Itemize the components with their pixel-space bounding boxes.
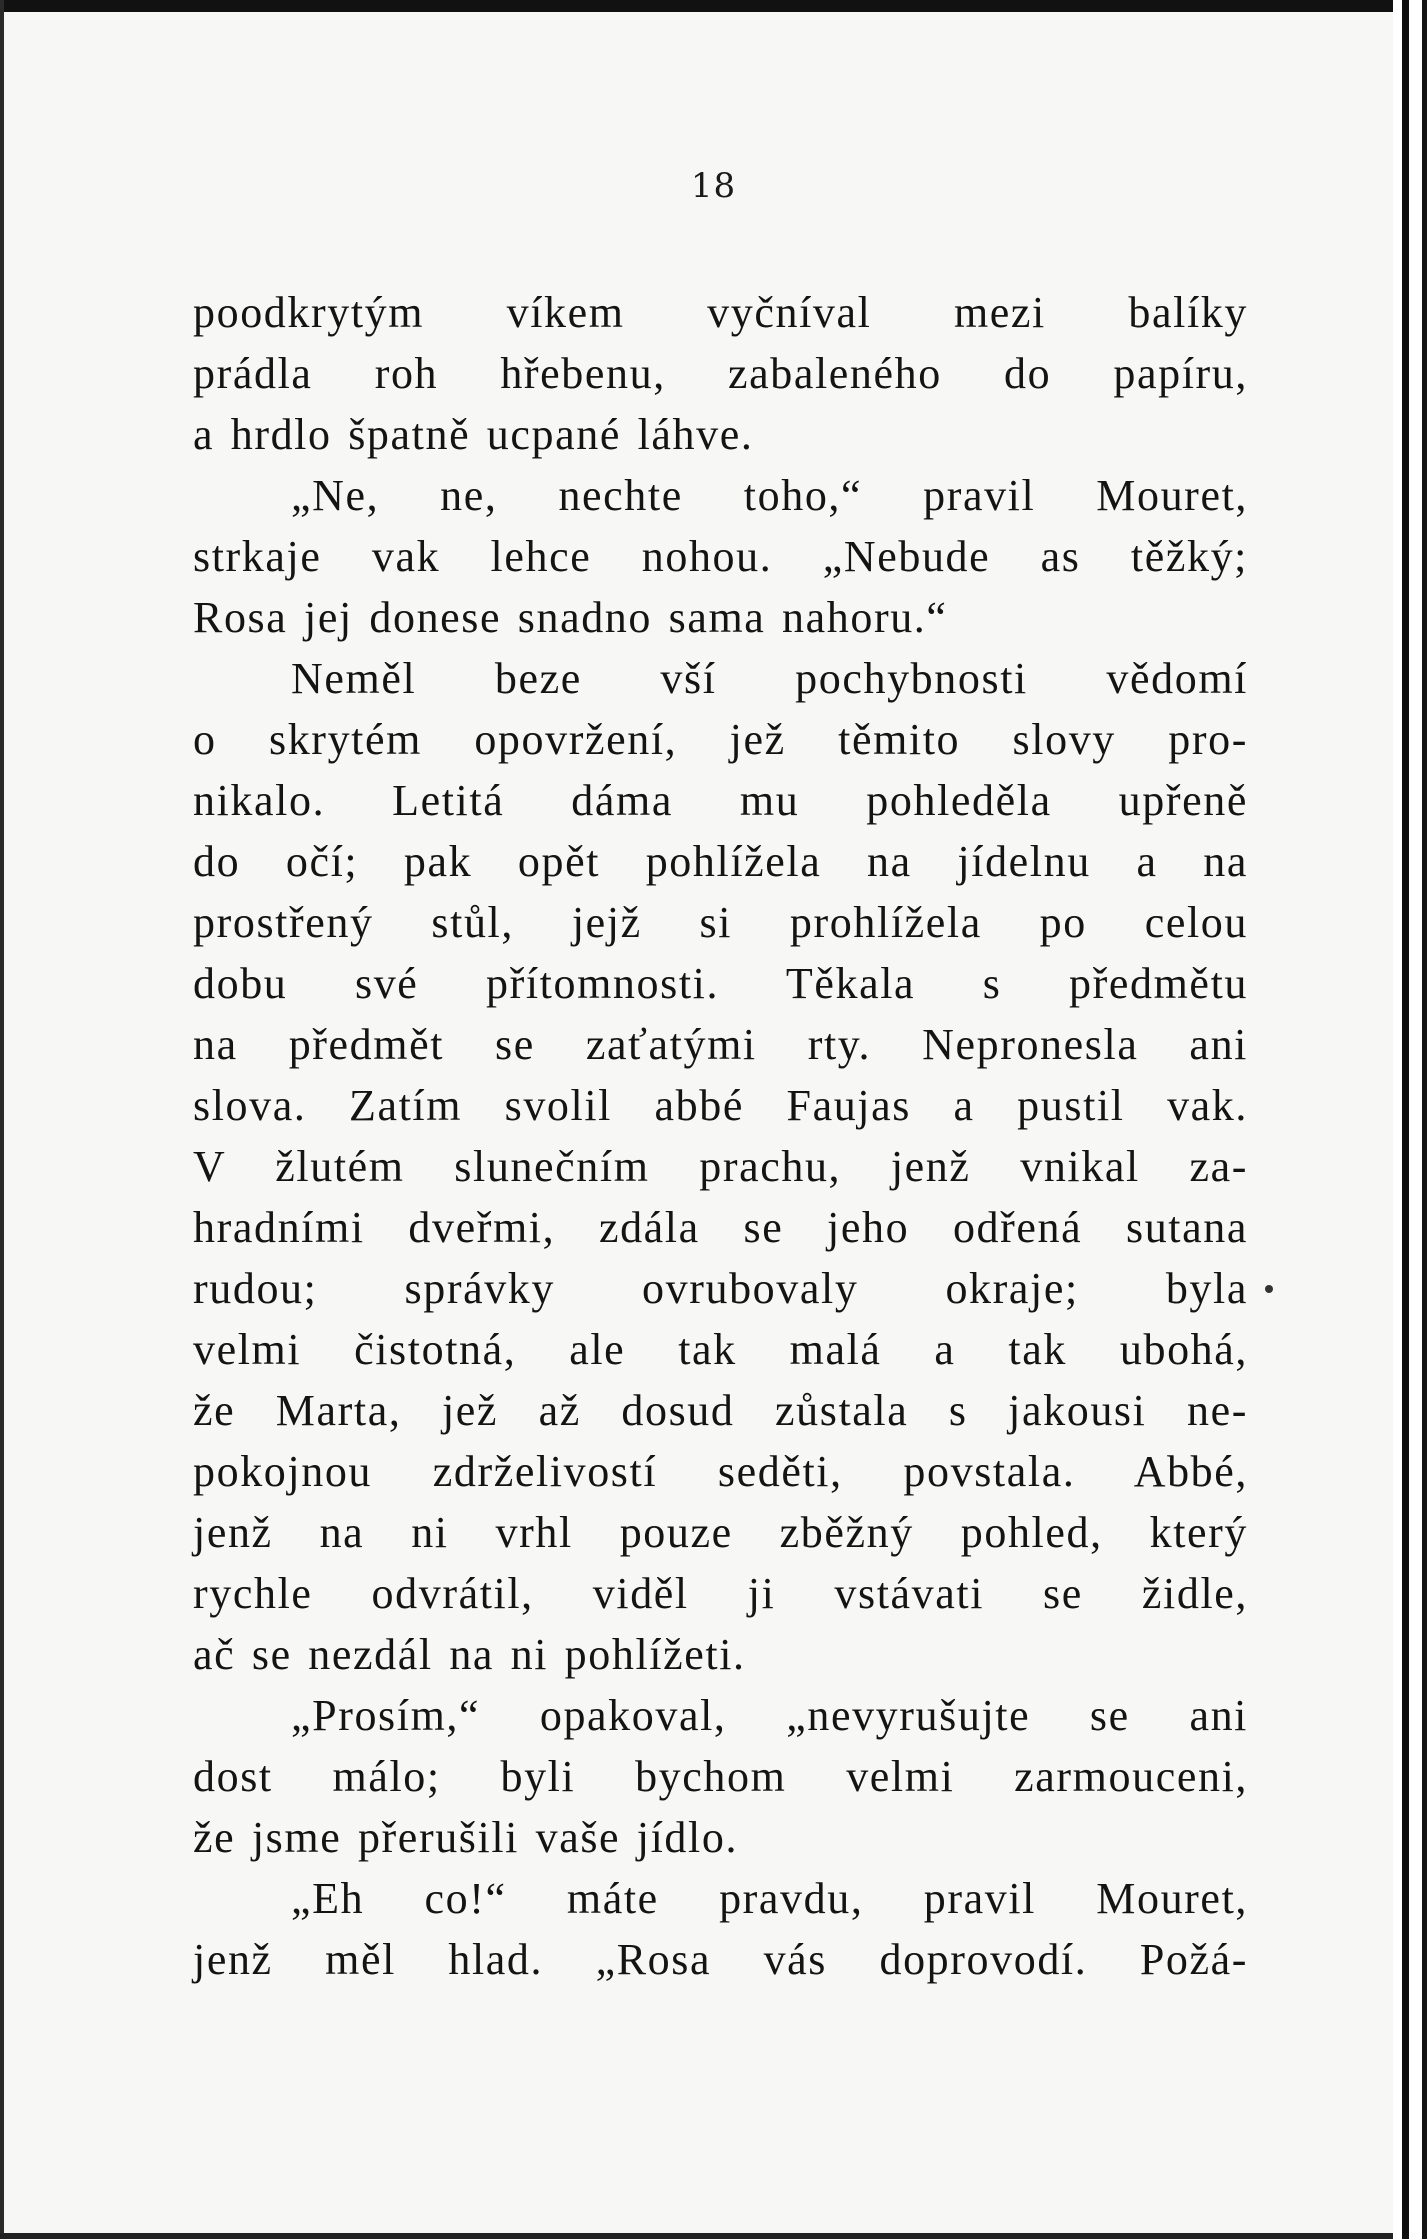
text-line: dost málo; byli bychom velmi zarmouceni, — [193, 1752, 1248, 1801]
text-line: slova. Zatím svolil abbé Faujas a pustil vak. — [193, 1081, 1248, 1130]
body-text — [193, 282, 1248, 1990]
text-line: prádla roh hřebenu, zabaleného do papíru, — [193, 349, 1248, 398]
scan-bottom-edge — [0, 2233, 1427, 2239]
text-line: rychle odvrátil, viděl ji vstávati se židle, — [193, 1569, 1248, 1618]
text-line: poodkrytým víkem vyčníval mezi balíky — [193, 288, 1248, 337]
text-line: prostřený stůl, jejž si prohlížela po celou — [193, 898, 1248, 947]
text-line: strkaje vak lehce nohou. „Nebude as těžký; — [193, 532, 1248, 581]
text-line: do očí; pak opět pohlížela na jídelnu a na — [193, 837, 1248, 886]
binding-outer-edge — [1422, 0, 1427, 2239]
text-line: o skrytém opovržení, jež těmito slovy pro- — [193, 715, 1248, 764]
text-line: hradními dveřmi, zdála se jeho odřená sutana — [193, 1203, 1248, 1252]
ink-speck — [1265, 1285, 1273, 1293]
text-line: pokojnou zdrželivostí seděti, povstala. Abbé, — [193, 1447, 1248, 1496]
binding-shadow-line — [1402, 0, 1409, 2239]
page-binding-edge — [1393, 0, 1427, 2239]
text-line: „Prosím,“ opakoval, „nevyrušujte se ani — [291, 1691, 1248, 1740]
text-line: V žlutém slunečním prachu, jenž vnikal za- — [193, 1142, 1248, 1191]
text-line: rudou; správky ovrubovaly okraje; byla — [193, 1264, 1248, 1313]
page-number: 18 — [690, 166, 737, 206]
text-line: že Marta, jež až dosud zůstala s jakousi ne- — [193, 1386, 1248, 1435]
text-line: „Eh co!“ máte pravdu, pravil Mouret, — [291, 1874, 1248, 1923]
text-line: dobu své přítomnosti. Těkala s předmětu — [193, 959, 1248, 1008]
text-line: velmi čistotná, ale tak malá a tak ubohá, — [193, 1325, 1248, 1374]
text-line: že jsme přerušili vaše jídlo. — [193, 1813, 739, 1862]
text-line: Rosa jej donese snadno sama nahoru.“ — [193, 593, 948, 642]
text-line: Neměl beze vší pochybnosti vědomí — [291, 654, 1248, 703]
scan-left-edge — [0, 0, 4, 2239]
text-line: jenž na ni vrhl pouze zběžný pohled, který — [193, 1508, 1248, 1557]
text-line: ač se nezdál na ni pohlížeti. — [193, 1630, 746, 1679]
text-line: na předmět se zaťatými rty. Nepronesla ani — [193, 1020, 1248, 1069]
scan-top-edge — [0, 0, 1427, 12]
text-line: „Ne, ne, nechte toho,“ pravil Mouret, — [291, 471, 1248, 520]
text-line: a hrdlo špatně ucpané láhve. — [193, 410, 754, 459]
text-line: nikalo. Letitá dáma mu pohleděla upřeně — [193, 776, 1248, 825]
text-line: jenž měl hlad. „Rosa vás doprovodí. Požá- — [193, 1935, 1248, 1984]
